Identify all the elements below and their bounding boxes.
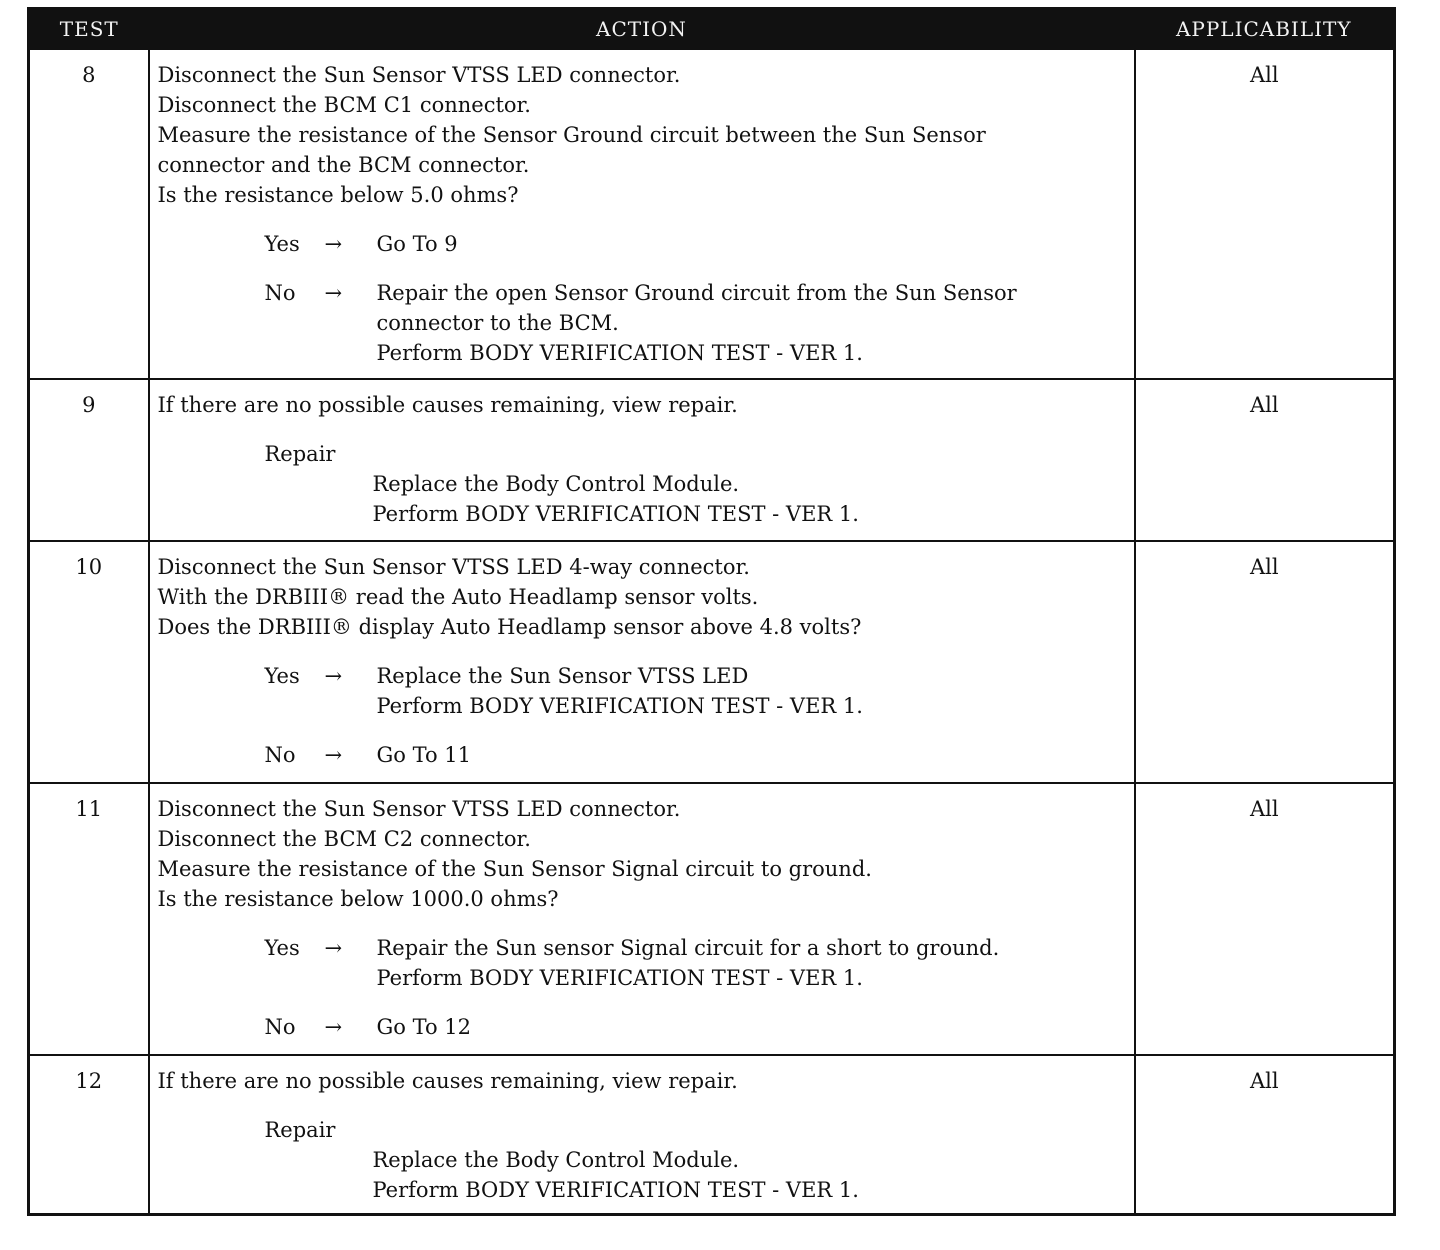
repair-label: Repair bbox=[264, 1118, 336, 1142]
applicability-value: All bbox=[1135, 541, 1395, 783]
action-cell bbox=[149, 783, 1135, 1055]
action-step: Measure the resistance of the Sun Sensor Signal circuit to ground. bbox=[157, 857, 872, 881]
action-cell bbox=[149, 379, 1135, 541]
test-number: 9 bbox=[29, 379, 149, 541]
yes-result bbox=[377, 229, 1126, 259]
no-label: No bbox=[264, 743, 296, 767]
applicability-value: All bbox=[1135, 379, 1395, 541]
action-step: If there are no possible causes remaining, view repair. bbox=[157, 393, 738, 417]
right-arrow-icon: → bbox=[324, 1015, 343, 1039]
table-row bbox=[29, 379, 1395, 541]
action-step: Is the resistance below 5.0 ohms? bbox=[157, 183, 519, 207]
yes-label: Yes bbox=[264, 664, 300, 688]
result-line: connector to the BCM. bbox=[376, 311, 619, 335]
repair-line: Replace the Body Control Module. bbox=[372, 1148, 740, 1172]
table-header bbox=[29, 9, 1395, 50]
table-row bbox=[29, 49, 1395, 379]
right-arrow-icon: → bbox=[324, 664, 343, 688]
table-row bbox=[29, 541, 1395, 783]
table-row bbox=[29, 1055, 1395, 1215]
action-cell bbox=[149, 1055, 1135, 1215]
result-line: Perform BODY VERIFICATION TEST - VER 1. bbox=[376, 966, 863, 990]
no-result bbox=[377, 278, 1126, 368]
action-step: If there are no possible causes remaining, view repair. bbox=[157, 1069, 738, 1093]
repair-instructions bbox=[373, 469, 1126, 529]
repair-label: Repair bbox=[264, 442, 336, 466]
result-line: Perform BODY VERIFICATION TEST - VER 1. bbox=[376, 341, 863, 365]
yes-branch bbox=[158, 933, 1126, 993]
no-branch bbox=[158, 278, 1126, 368]
no-label: No bbox=[264, 1015, 296, 1039]
test-number: 11 bbox=[29, 783, 149, 1055]
right-arrow-icon: → bbox=[324, 743, 343, 767]
header-applicability: APPLICABILITY bbox=[1135, 9, 1395, 50]
yes-label: Yes bbox=[264, 936, 300, 960]
no-result bbox=[377, 740, 1126, 770]
no-branch bbox=[158, 740, 1126, 770]
action-step: Disconnect the BCM C1 connector. bbox=[157, 93, 531, 117]
action-cell bbox=[149, 541, 1135, 783]
result-line: Go To 12 bbox=[376, 1015, 472, 1039]
no-result bbox=[377, 1012, 1126, 1042]
header-action: ACTION bbox=[149, 9, 1135, 50]
action-step: With the DRBIII® read the Auto Headlamp sensor volts. bbox=[157, 585, 759, 609]
action-step: Disconnect the BCM C2 connector. bbox=[157, 827, 531, 851]
action-step: Does the DRBIII® display Auto Headlamp sensor above 4.8 volts? bbox=[157, 615, 862, 639]
repair-instructions bbox=[373, 1145, 1126, 1205]
header-test: TEST bbox=[29, 9, 149, 50]
result-line: Repair the Sun sensor Signal circuit for a short to ground. bbox=[376, 936, 1000, 960]
repair-line: Perform BODY VERIFICATION TEST - VER 1. bbox=[372, 502, 859, 526]
table-row bbox=[29, 783, 1395, 1055]
result-line: Go To 9 bbox=[376, 232, 458, 256]
no-label: No bbox=[264, 281, 296, 305]
action-cell bbox=[149, 49, 1135, 379]
result-line: Go To 11 bbox=[376, 743, 472, 767]
applicability-value: All bbox=[1135, 783, 1395, 1055]
yes-branch bbox=[158, 661, 1126, 721]
diagnostic-test-table bbox=[27, 7, 1396, 1216]
repair-line: Replace the Body Control Module. bbox=[372, 472, 740, 496]
test-number: 8 bbox=[29, 49, 149, 379]
repair-line: Perform BODY VERIFICATION TEST - VER 1. bbox=[372, 1178, 859, 1202]
action-step: connector and the BCM connector. bbox=[157, 153, 530, 177]
right-arrow-icon: → bbox=[324, 232, 343, 256]
yes-result bbox=[377, 933, 1126, 993]
applicability-value: All bbox=[1135, 1055, 1395, 1215]
no-branch bbox=[158, 1012, 1126, 1042]
applicability-value: All bbox=[1135, 49, 1395, 379]
action-step: Is the resistance below 1000.0 ohms? bbox=[157, 887, 559, 911]
right-arrow-icon: → bbox=[324, 936, 343, 960]
yes-label: Yes bbox=[264, 232, 300, 256]
test-number: 10 bbox=[29, 541, 149, 783]
result-line: Replace the Sun Sensor VTSS LED bbox=[376, 664, 749, 688]
right-arrow-icon: → bbox=[324, 281, 343, 305]
action-step: Measure the resistance of the Sensor Ground circuit between the Sun Sensor bbox=[157, 123, 986, 147]
yes-branch bbox=[158, 229, 1126, 259]
result-line: Repair the open Sensor Ground circuit from the Sun Sensor bbox=[376, 281, 1017, 305]
action-step: Disconnect the Sun Sensor VTSS LED connector. bbox=[157, 63, 681, 87]
action-step: Disconnect the Sun Sensor VTSS LED 4-way connector. bbox=[157, 555, 750, 579]
result-line: Perform BODY VERIFICATION TEST - VER 1. bbox=[376, 694, 863, 718]
test-number: 12 bbox=[29, 1055, 149, 1215]
table-body bbox=[29, 49, 1395, 1215]
yes-result bbox=[377, 661, 1126, 721]
action-step: Disconnect the Sun Sensor VTSS LED connector. bbox=[157, 797, 681, 821]
